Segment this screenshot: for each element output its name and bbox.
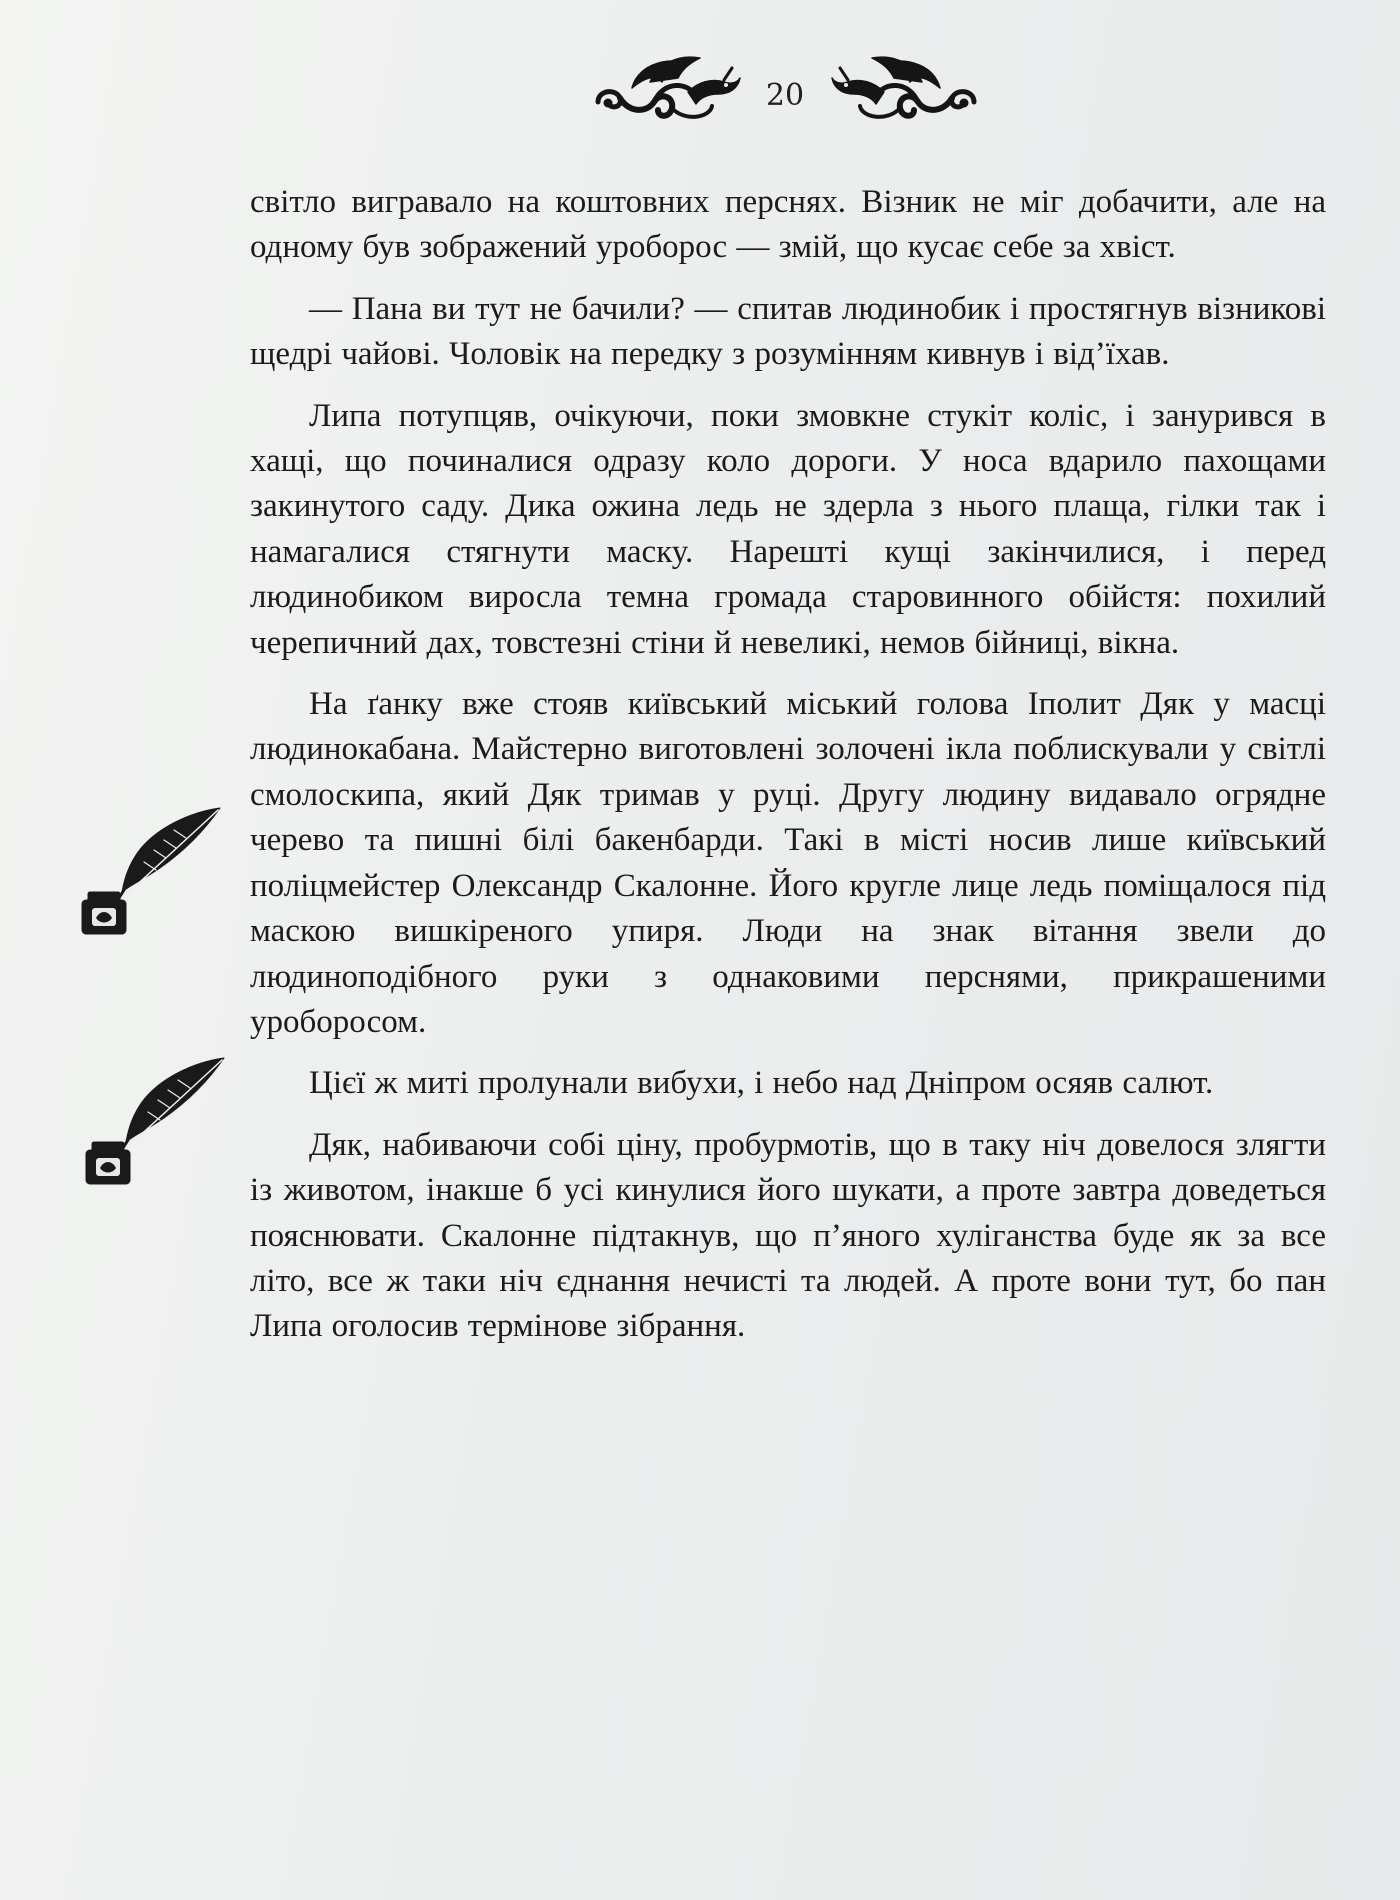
paragraph: Липа потупцяв, очікуючи, поки змовкне стукіт коліс, і занурився в хащі, що починалися одразу коло дороги. У носа вдарило пахощами закинутого саду. Дика ожина ледь не здерла з нього плаща, гілки так і намагалися стягнути маску. Нарешті кущі закінчилися, і перед людинобиком виросла темна громада старовинного обійстя: похилий черепичний дах, товстезні стіни й невеликі, немов бійниці, вікна. [250,397,1326,661]
paragraph: — Пана ви тут не бачили? — спитав людинобик і простягнув візникові щедрі чайові. Чоловік на передку з розумінням кивнув і від’їхав. [250,290,1326,373]
quill-inkwell-icon [72,800,222,940]
dragon-ornament-icon [592,52,742,134]
quill-inkwell-icon [76,1050,226,1190]
paragraph: На ґанку вже стояв київський міський голова Іполит Дяк у масці людинокабана. Майстерно виготовлені золочені ікла поблискували у світлі смолоскипа, який Дяк тримав у руці. Другу людину видавало огрядне черево та пишні білі бакенбарди. Такі в місті носив лише київський поліцмейстер Олександр Скалонне. Його кругле лице ледь поміщалося під маскою вишкіреного упиря. Люди на знак вітання звели до людиноподібного руки з однаковими перснями, прикрашеними уроборосом. [250,686,1326,1040]
body-text [250,180,1326,1366]
page-header [0,52,1400,142]
paragraph: світло вигравало на коштовних перснях. Візник не міг добачити, але на одному був зображений уроборос — змій, що кусає себе за хвіст. [250,184,1326,266]
paragraph: Дяк, набиваючи собі ціну, пробурмотів, що в таку ніч довелося злягти із животом, інакше б усі кинулися його шукати, а проте завтра доведеться пояснювати. Скалонне підтакнув, що п’яного хуліганства буде як за все літо, все ж таки ніч єднання нечисті та людей. А проте вони тут, бо пан Липа оголосив термінове зібрання. [250,1126,1326,1345]
paragraph: Цієї ж миті пролунали вибухи, і небо над Дніпром осяяв салют. [309,1065,1214,1102]
page-number: 20 [765,78,805,113]
dragon-ornament-icon [830,52,980,134]
